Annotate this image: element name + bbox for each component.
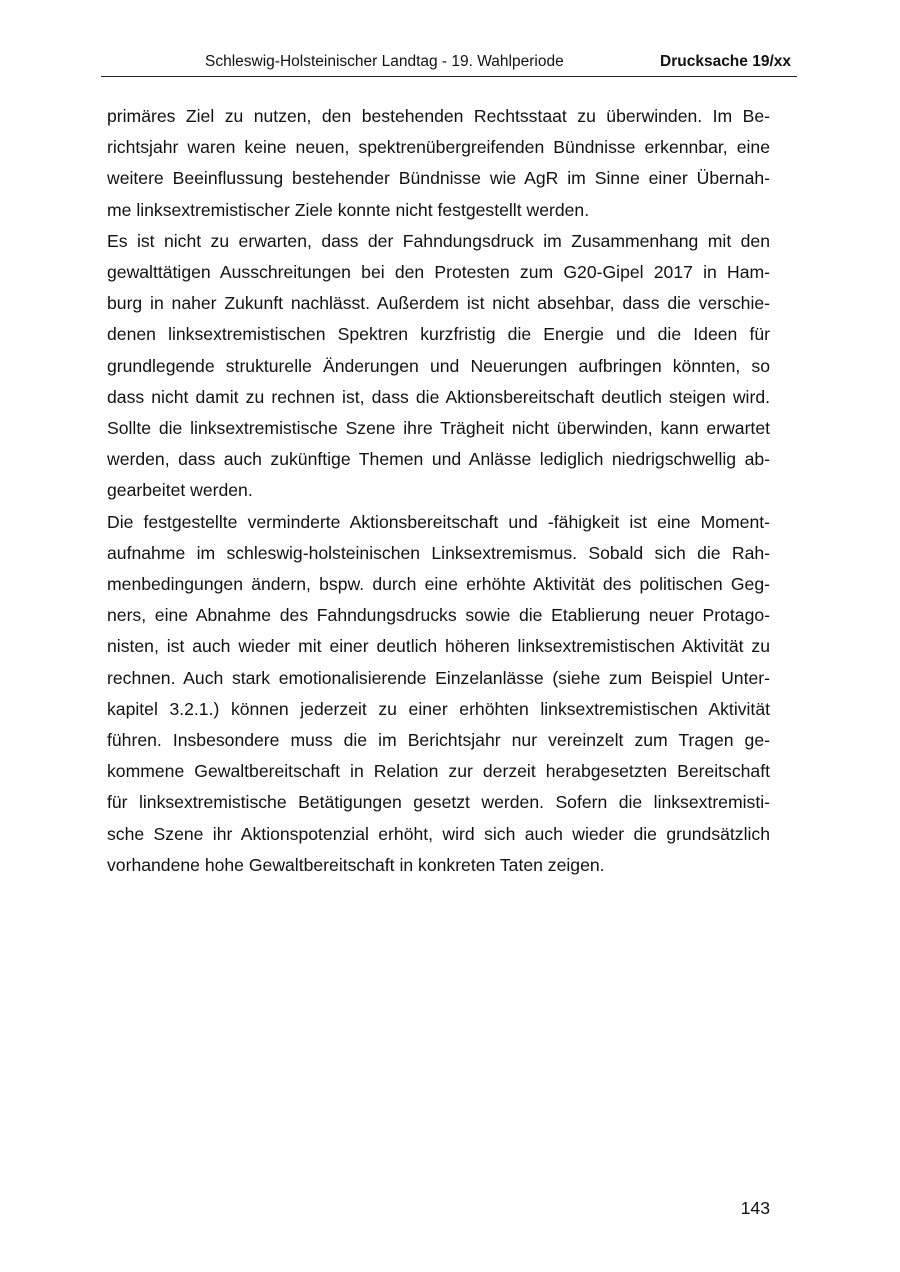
body-text [107, 101, 770, 881]
text-line: rechnen. Auch stark emotionalisierende Einzelanlässe (siehe zum Beispiel Unter- [107, 667, 770, 688]
text-line: grundlegende strukturelle Änderungen und Neuerungen aufbringen könnten, so [107, 355, 770, 376]
text-line: führen. Insbesondere muss die im Berichtsjahr nur vereinzelt zum Tragen ge- [107, 730, 770, 751]
text-line: denen linksextremistischen Spektren kurzfristig die Energie und die Ideen für [107, 324, 770, 345]
text-line: sche Szene ihr Aktionspotenzial erhöht, wird sich auch wieder die grundsätzlich [107, 823, 770, 844]
document-number: Drucksache 19/xx [660, 53, 791, 70]
text-line: kommene Gewaltbereitschaft in Relation zur derzeit herabgesetzten Bereitschaft [107, 761, 770, 782]
text-line: ners, eine Abnahme des Fahndungsdrucks sowie die Etablierung neuer Protago- [107, 605, 770, 626]
text-line: gewalttätigen Ausschreitungen bei den Protesten zum G20-Gipel 2017 in Ham- [107, 262, 770, 283]
paragraph [107, 101, 770, 226]
text-line: für linksextremistische Betätigungen gesetzt werden. Sofern die linksextremisti- [107, 792, 770, 813]
page-header [101, 50, 797, 77]
text-line: gearbeitet werden. [107, 480, 253, 501]
text-line: richtsjahr waren keine neuen, spektrenübergreifenden Bündnisse erkennbar, eine [107, 137, 770, 158]
text-line: nisten, ist auch wieder mit einer deutlich höheren linksextremistischen Aktivität zu [107, 636, 770, 657]
page-number: 143 [740, 1198, 770, 1218]
text-line: Sollte die linksextremistische Szene ihre Trägheit nicht überwinden, kann erwartet [107, 418, 770, 439]
paragraph [107, 507, 770, 881]
header-title: Schleswig-Holsteinischer Landtag - 19. Wahlperiode [205, 53, 564, 70]
text-line: aufnahme im schleswig-holsteinischen Linksextremismus. Sobald sich die Rah- [107, 542, 770, 563]
text-line: vorhandene hohe Gewaltbereitschaft in konkreten Taten zeigen. [107, 854, 605, 875]
text-line: Die festgestellte verminderte Aktionsbereitschaft und -fähigkeit ist eine Moment- [107, 511, 770, 532]
text-line: werden, dass auch zukünftige Themen und Anlässe lediglich niedrigschwellig ab- [107, 449, 770, 470]
paragraph [107, 226, 770, 507]
text-line: kapitel 3.2.1.) können jederzeit zu einer erhöhten linksextremistischen Aktivität [107, 698, 770, 719]
text-line: dass nicht damit zu rechnen ist, dass die Aktionsbereitschaft deutlich steigen wird. [107, 386, 770, 407]
text-line: weitere Beeinflussung bestehender Bündnisse wie AgR im Sinne einer Übernah- [107, 168, 770, 189]
text-line: menbedingungen ändern, bspw. durch eine erhöhte Aktivität des politischen Geg- [107, 574, 770, 595]
text-line: primäres Ziel zu nutzen, den bestehenden Rechtsstaat zu überwinden. Im Be- [107, 106, 770, 126]
text-line: Es ist nicht zu erwarten, dass der Fahndungsdruck im Zusammenhang mit den [107, 230, 770, 251]
text-line: me linksextremistischer Ziele konnte nicht festgestellt werden. [107, 199, 590, 220]
text-line: burg in naher Zukunft nachlässt. Außerdem ist nicht absehbar, dass die verschie- [107, 293, 770, 314]
